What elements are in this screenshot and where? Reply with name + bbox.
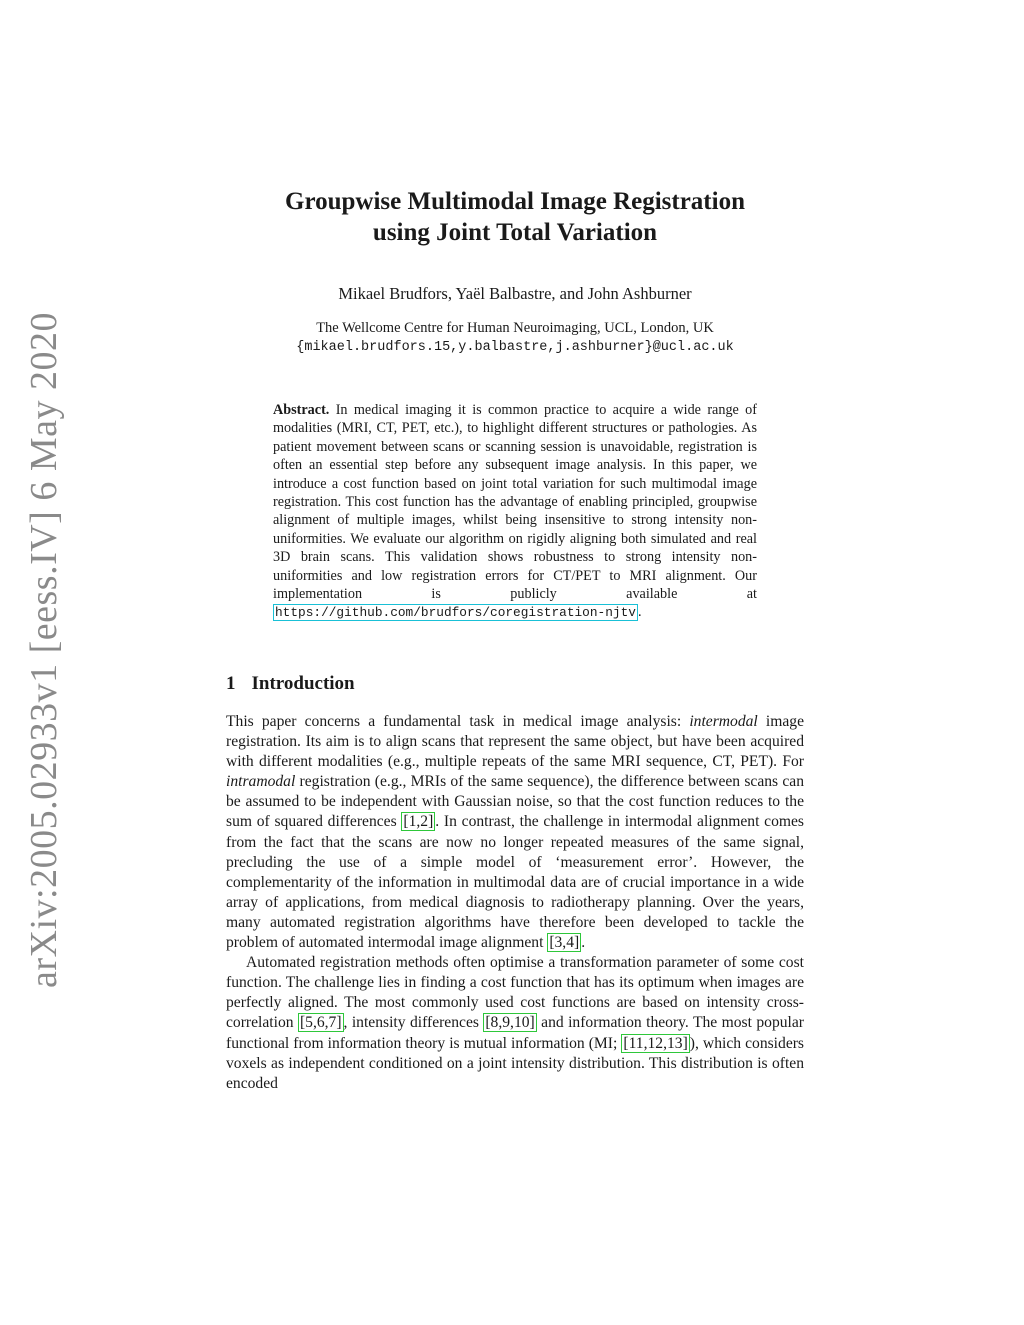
author-emails: {mikael.brudfors.15,y.balbastre,j.ashburner}@ucl.ac.uk <box>296 340 734 355</box>
citation-link-11-12-13[interactable]: [11,12,13] <box>623 1034 688 1052</box>
affiliation-block <box>240 319 790 357</box>
arxiv-identifier-stamp: arXiv:2005.02933v1 [eess.IV] 6 May 2020 <box>23 312 65 988</box>
abstract-text: In medical imaging it is common practice to acquire a wide range of modalities (MRI, CT, PET, etc.), to highlight different structures or pathologies. As patient movement between scans or scanning session is unavoidable, registration is often an essential step before any subsequent image analysis. In this paper, we introduce a cost function based on joint total variation for such multimodal image registration. This cost function has the advantage of enabling principled, groupwise alignment of multiple images, whilst being insensitive to strong intensity non-uniformities. We evaluate our algorithm on rigidly aligning both simulated and real 3D brain scans. This validation shows robustness to strong intensity non-uniformities and low registration errors for CT/PET to MRI alignment. Our implementation is publicly available at <box>273 402 758 603</box>
paragraph-1-text: image registration. Its aim is to align scans that represent the same object, but have been acquired with different modalities (e.g., multiple repeats of the same MRI sequence, CT, PET). For <box>226 713 805 771</box>
emphasis-intermodal: intermodal <box>689 713 758 730</box>
paragraph-1 <box>226 712 804 953</box>
abstract-end-period: . <box>637 604 642 621</box>
paragraph-1-text: . <box>581 934 586 952</box>
paragraph-1-text: . In contrast, the challenge in intermodal alignment comes from the fact that the scans are now no longer repeated measures of the same signal, precluding the use of a simple model of ‘measurement error’. However, the complementarity of the information in multimodal data are of crucial importance in a wide array of applications, from medical diagnosis to radiotherapy planning. Over the years, many automated registration algorithms have therefore been developed to tackle the problem of automated intermodal image alignment <box>226 813 804 952</box>
abstract-label: Abstract. <box>273 402 330 418</box>
section-title: Introduction <box>251 673 355 694</box>
paragraph-1-text: registration (e.g., MRIs of the same sequence), the difference between scans can be assumed to be independent with Gaussian noise, so that the cost function reduces to the sum of squared differences <box>226 773 804 831</box>
affiliation: The Wellcome Centre for Human Neuroimaging, UCL, London, UK <box>316 320 714 336</box>
abstract <box>273 401 757 623</box>
title-line-1: Groupwise Multimodal Image Registration <box>285 188 745 215</box>
code-repository-link[interactable]: https://github.com/brudfors/coregistration-njtv <box>275 605 636 621</box>
citation-link-5-6-7[interactable]: [5,6,7] <box>299 1014 342 1032</box>
paragraph-2-text: Automated registration methods often optimise a transformation parameter of some cost function. The challenge lies in finding a cost function that has its optimum when images are perfectly aligned. The most commonly used cost functions are based on intensity cross-correlation <box>226 954 804 1032</box>
section-number: 1 <box>226 673 236 694</box>
paragraph-2-text: and information theory. The most popular functional from information theory is mutual information (MI; <box>226 1014 804 1052</box>
paragraph-2-text: , intensity differences <box>343 1014 484 1032</box>
paragraph-2-text: ), which considers voxels as independent conditioned on a joint intensity distribution. This distribution is often encoded <box>226 1034 804 1092</box>
paper-title <box>240 186 790 248</box>
emphasis-intramodal: intramodal <box>226 773 296 791</box>
citation-link-8-9-10[interactable]: [8,9,10] <box>485 1014 535 1032</box>
title-line-2: using Joint Total Variation <box>372 219 658 246</box>
paragraph-1-text: This paper concerns a fundamental task in medical image analysis: <box>226 713 690 730</box>
paragraph-2 <box>226 953 804 1094</box>
author-list: Mikael Brudfors, Yaël Balbastre, and John Ashburner <box>338 284 692 303</box>
citation-link-1-2[interactable]: [1,2] <box>403 813 434 831</box>
introduction-body <box>226 712 804 1094</box>
citation-link-3-4[interactable]: [3,4] <box>549 934 580 952</box>
section-heading-introduction <box>226 673 355 695</box>
